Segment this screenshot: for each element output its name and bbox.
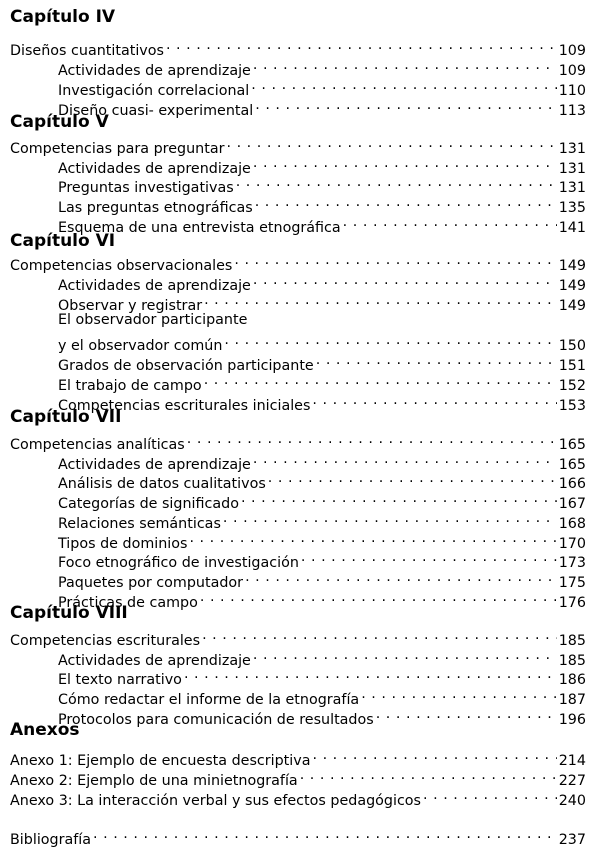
dot-leader <box>184 664 557 684</box>
dot-leader <box>189 528 556 548</box>
toc-entry[interactable] <box>58 508 586 532</box>
dot-leader <box>93 824 557 844</box>
dot-leader <box>204 290 557 310</box>
toc-entry-page: 196 <box>558 712 586 728</box>
toc-entry[interactable] <box>58 684 586 708</box>
toc-entry[interactable] <box>58 192 586 216</box>
toc-entry[interactable] <box>10 250 586 274</box>
toc-entry-page: 141 <box>558 220 586 236</box>
toc-entry-page: 109 <box>558 43 586 59</box>
toc-entry-title: Actividades de aprendizaje <box>58 63 251 79</box>
dot-leader <box>300 765 557 785</box>
toc-entry-title: Investigación correlacional <box>58 83 250 99</box>
toc-entry[interactable] <box>10 429 586 453</box>
toc-entry[interactable] <box>58 370 586 394</box>
toc-entry-page: 185 <box>558 633 586 649</box>
toc-entry-title: Foco etnográfico de investigación <box>58 555 299 571</box>
toc-entry[interactable] <box>58 488 586 512</box>
toc-entry[interactable] <box>58 75 586 99</box>
toc-entry-page: 227 <box>558 773 586 789</box>
toc-entry-title: Bibliografía <box>10 832 92 848</box>
toc-entry[interactable] <box>10 745 586 769</box>
toc-entry-page: 165 <box>558 457 586 473</box>
toc-entry[interactable] <box>58 153 586 177</box>
dot-leader <box>253 55 557 75</box>
toc-entry[interactable] <box>58 95 586 119</box>
toc-entry-title: Análisis de datos cualitativos <box>58 476 266 492</box>
dot-leader <box>312 390 556 410</box>
toc-entry[interactable] <box>10 625 586 649</box>
toc-entry-page: 150 <box>558 338 586 354</box>
dot-leader <box>255 95 556 115</box>
toc-entry-title: Actividades de aprendizaje <box>58 278 251 294</box>
dot-leader <box>226 133 556 153</box>
toc-entry-page: 237 <box>558 832 586 848</box>
toc-entry-title: Observar y registrar <box>58 298 203 314</box>
toc-entry[interactable] <box>10 35 586 59</box>
toc-entry-title: Competencias observacionales <box>10 258 233 274</box>
dot-leader <box>253 270 557 290</box>
toc-entry-page: 152 <box>558 378 586 394</box>
dot-leader <box>204 370 557 390</box>
toc-entry-page: 149 <box>558 258 586 274</box>
dot-leader <box>253 153 557 173</box>
dot-leader <box>255 192 557 212</box>
dot-leader <box>224 330 556 350</box>
toc-entry-title: El texto narrativo <box>58 672 182 688</box>
toc-entry-page: 135 <box>558 200 586 216</box>
toc-entry-page: 167 <box>558 496 586 512</box>
toc-entry[interactable] <box>58 290 586 314</box>
toc-entry[interactable] <box>58 172 586 196</box>
toc-entry-title: Anexo 2: Ejemplo de una minietnografía <box>10 773 298 789</box>
dot-leader <box>223 508 557 528</box>
toc-entry[interactable] <box>10 824 586 848</box>
toc-entry-title: Anexo 3: La interacción verbal y sus efectos pedagógicos <box>10 793 422 809</box>
toc-entry-page: 175 <box>558 575 586 591</box>
toc-entry[interactable] <box>58 350 586 374</box>
dot-leader <box>245 567 557 587</box>
dot-leader <box>166 35 557 55</box>
toc-entry[interactable] <box>58 567 586 591</box>
toc-entry[interactable] <box>58 390 586 414</box>
dot-leader <box>253 449 557 469</box>
dot-leader <box>251 75 556 95</box>
toc-entry[interactable] <box>58 528 586 552</box>
toc-entry-page: 109 <box>558 63 586 79</box>
toc-entry[interactable] <box>10 785 586 809</box>
chapter-heading: Capítulo VI <box>10 231 116 251</box>
toc-entry-title: Competencias escriturales <box>10 633 201 649</box>
dot-leader <box>241 488 557 508</box>
toc-entry[interactable] <box>58 547 586 571</box>
chapter-heading: Capítulo VII <box>10 407 122 427</box>
toc-entry-continued: El observador participante <box>58 312 248 328</box>
toc-entry-title: Esquema de una entrevista etnográfica <box>58 220 341 236</box>
toc-entry-title: El trabajo de campo <box>58 378 202 394</box>
toc-entry-page: 149 <box>558 278 586 294</box>
toc-entry-page: 185 <box>558 653 586 669</box>
toc-entry-title: Paquetes por computador <box>58 575 244 591</box>
toc-entry[interactable] <box>58 468 586 492</box>
toc-entry-page: 166 <box>558 476 586 492</box>
dot-leader <box>423 785 557 805</box>
toc-entry-page: 131 <box>558 180 586 196</box>
toc-entry-title: Prácticas de campo <box>58 595 198 611</box>
toc-entry[interactable] <box>58 587 586 611</box>
toc-entry-page: 153 <box>558 398 586 414</box>
toc-entry-title: Cómo redactar el informe de la etnografía <box>58 692 360 708</box>
toc-entry-title: Anexo 1: Ejemplo de encuesta descriptiva <box>10 753 311 769</box>
toc-entry-title: Actividades de aprendizaje <box>58 457 251 473</box>
toc-entry-page: 187 <box>558 692 586 708</box>
toc-entry-title: Competencias para preguntar <box>10 141 225 157</box>
chapter-heading: Capítulo V <box>10 112 109 132</box>
toc-entry-title: Competencias analíticas <box>10 437 185 453</box>
toc-entry-page: 240 <box>558 793 586 809</box>
toc-entry[interactable] <box>58 55 586 79</box>
dot-leader <box>301 547 557 567</box>
toc-entry-title: Grados de observación participante <box>58 358 314 374</box>
toc-entry-page: 168 <box>558 516 586 532</box>
toc-entry-title: Categorías de significado <box>58 496 239 512</box>
dot-leader <box>361 684 557 704</box>
dot-leader <box>343 212 557 232</box>
toc-entry-page: 170 <box>558 536 586 552</box>
toc-entry-page: 165 <box>558 437 586 453</box>
dot-leader <box>316 350 557 370</box>
toc-entry-title: Preguntas investigativas <box>58 180 234 196</box>
toc-entry-page: 149 <box>558 298 586 314</box>
toc-entry[interactable] <box>58 645 586 669</box>
dot-leader <box>200 587 557 607</box>
toc-entry[interactable] <box>10 133 586 157</box>
toc-entry-title: Las preguntas etnográficas <box>58 200 253 216</box>
toc-entry-title: Diseño cuasi- experimental <box>58 103 254 119</box>
toc-entry-page: 151 <box>558 358 586 374</box>
dot-leader <box>268 468 557 488</box>
toc-entry-title: Actividades de aprendizaje <box>58 161 251 177</box>
dot-leader <box>376 704 557 724</box>
toc-entry-page: 186 <box>558 672 586 688</box>
toc-entry-page: 176 <box>558 595 586 611</box>
dot-leader <box>312 745 556 765</box>
toc-entry[interactable] <box>58 664 586 688</box>
toc-entry[interactable] <box>10 765 586 789</box>
dot-leader <box>236 172 557 192</box>
chapter-heading: Capítulo IV <box>10 7 116 27</box>
chapter-heading: Anexos <box>10 720 80 740</box>
toc-entry[interactable] <box>58 212 586 236</box>
dot-leader <box>187 429 557 449</box>
toc-entry-page: 131 <box>558 141 586 157</box>
toc-entry[interactable] <box>58 704 586 728</box>
toc-entry[interactable] <box>58 449 586 473</box>
toc-entry-title: Competencias escriturales iniciales <box>58 398 311 414</box>
chapter-heading: Capítulo VIII <box>10 603 128 623</box>
dot-leader <box>234 250 556 270</box>
dot-leader <box>253 645 557 665</box>
toc-entry-title: Protocolos para comunicación de resultados <box>58 712 374 728</box>
toc-entry-title: Tipos de dominios <box>58 536 188 552</box>
toc-entry[interactable] <box>58 330 586 354</box>
toc-entry-title: Relaciones semánticas <box>58 516 221 532</box>
toc-entry-page: 131 <box>558 161 586 177</box>
toc-entry[interactable] <box>58 270 586 294</box>
toc-entry-page: 110 <box>558 83 586 99</box>
toc-entry-title: y el observador común <box>58 338 223 354</box>
toc-entry-title: Actividades de aprendizaje <box>58 653 251 669</box>
toc-entry-page: 214 <box>558 753 586 769</box>
toc-entry-title: Diseños cuantitativos <box>10 43 164 59</box>
toc-entry-page: 113 <box>558 103 586 119</box>
dot-leader <box>202 625 557 645</box>
toc-entry-page: 173 <box>558 555 586 571</box>
